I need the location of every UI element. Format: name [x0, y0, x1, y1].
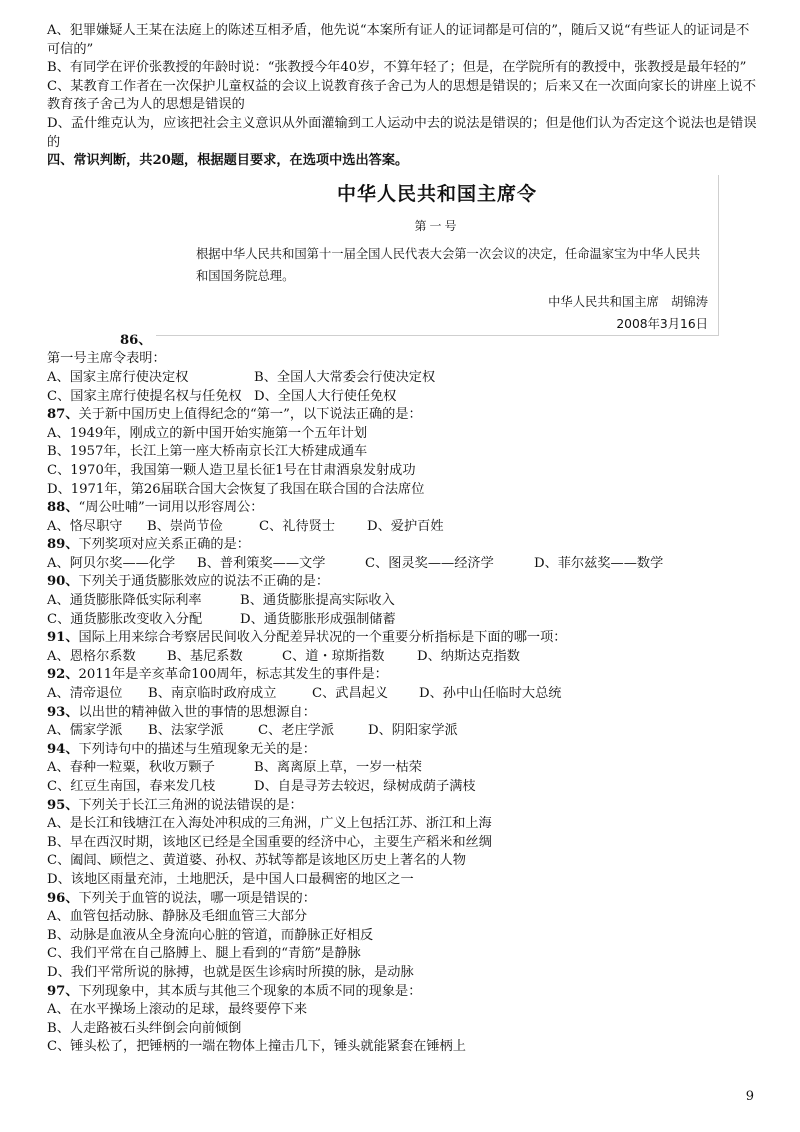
option-a: A、阿贝尔奖——化学 [47, 555, 176, 571]
option-b: B、动脉是血液从全身流向心脏的管道，而静脉正好相反 [47, 927, 374, 943]
option-a: A、血管包括动脉、静脉及毛细血管三大部分 [47, 909, 308, 925]
option-b: B、离离原上草，一岁一枯荣 [254, 760, 422, 776]
option-d: D、该地区雨量充沛，土地肥沃，是中国人口最稠密的地区之一 [47, 871, 414, 887]
question-number: 97、 [47, 983, 79, 999]
option-d: D、全国人大行使任免权 [254, 388, 397, 404]
option-b: B、崇尚节俭 [147, 518, 223, 534]
question-stem: 下列诗句中的描述与生殖现象无关的是： [78, 741, 316, 757]
option-c: C、武昌起义 [312, 686, 389, 702]
option-a: A、儒家学派 [47, 723, 123, 739]
question-number: 86、 [120, 332, 152, 348]
question-stem: 2011年是辛亥革命100周年，标志其发生的事件是： [78, 667, 388, 683]
section-heading: 四、常识判断，共20题，根据题目要求，在选项中选出答案。 [47, 153, 409, 169]
question-number: 89、 [47, 537, 79, 553]
question-stem: 关于新中国历史上值得纪念的“第一”，以下说法正确的是： [78, 407, 422, 423]
option-b: B、法家学派 [148, 723, 224, 739]
question-stem: 下列关于通货膨胀效应的说法不正确的是： [78, 574, 330, 590]
options-row [47, 592, 759, 611]
question-number: 91、 [47, 630, 79, 646]
question-stem: 下列关于血管的说法，哪一项是错误的： [78, 890, 316, 906]
option-a: A、恩格尔系数 [47, 648, 136, 664]
option-b: B、人走路被石头绊倒会向前倾倒 [47, 1020, 242, 1036]
decree-date: 2008年3月16日 [616, 316, 708, 331]
options-row [47, 722, 759, 741]
option-a: A、1949年，刚成立的新中国开始实施第一个五年计划 [47, 425, 368, 441]
options-row [47, 388, 759, 407]
option-c: C、图灵奖——经济学 [365, 555, 494, 571]
options-row [47, 778, 759, 797]
options-row [47, 555, 759, 574]
option-d: D、爱护百姓 [367, 518, 444, 534]
page-number: 9 [745, 1089, 754, 1104]
question-stem: 下列现象中，其本质与其他三个现象的本质不同的现象是： [78, 983, 422, 999]
decree-image [156, 175, 719, 336]
question-number: 92、 [47, 667, 79, 683]
question-number: 95、 [47, 797, 79, 813]
document-page [47, 22, 759, 1057]
question-number: 96、 [47, 890, 79, 906]
option-c: C、阖闾、顾恺之、黄道婆、孙权、苏轼等都是该地区历史上著名的人物 [47, 853, 466, 869]
question-stem: 第一号主席令表明： [47, 351, 166, 367]
option-c: C、通货膨胀改变收入分配 [47, 611, 203, 627]
option-c: C、锤头松了，把锤柄的一端在物体上撞击几下，锤头就能紧套在锤柄上 [47, 1039, 466, 1055]
option-b: B、通货膨胀提高实际收入 [240, 593, 395, 609]
option-b: B、普利策奖——文学 [197, 555, 326, 571]
decree-title: 中华人民共和国主席令 [336, 182, 537, 205]
question-number: 93、 [47, 704, 79, 720]
option-c: C、礼待贤士 [259, 518, 336, 534]
options-row [47, 685, 759, 704]
option-d: D、菲尔兹奖——数学 [534, 555, 664, 571]
option-c: C、1970年，我国第一颗人造卫星长征1号在甘肃酒泉发射成功 [47, 462, 416, 478]
question-stem: 国际上用来综合考察居民间收入分配差异状况的一个重要分析指标是下面的哪一项： [78, 630, 567, 646]
prev-option-d: D、孟什维克认为，应该把社会主义意识从外面灌输到工人运动中去的说法是错误的；但是他们认为否定这个说法也是错误的 [47, 115, 757, 150]
option-d: D、纳斯达克指数 [417, 648, 520, 664]
question-number: 88、 [47, 500, 79, 516]
question-number: 94、 [47, 741, 79, 757]
prev-option-c: C、某教育工作者在一次保护儿童权益的会议上说教育孩子舍己为人的思想是错误的；后来又在一次面向家长的讲座上说不教育孩子舍己为人的思想是错误的 [47, 78, 757, 113]
option-c: C、道・琼斯指数 [282, 648, 385, 664]
option-a: A、国家主席行使决定权 [47, 369, 189, 385]
option-d: D、自是寻芳去较迟，绿树成荫子满枝 [254, 779, 476, 794]
option-a: A、是长江和钱塘江在入海处冲积成的三角洲，广义上包括江苏、浙江和上海 [47, 816, 492, 832]
options-row [47, 648, 759, 667]
option-d: D、阴阳家学派 [368, 723, 458, 739]
option-a: A、恪尽职守 [47, 518, 123, 534]
decree-number: 第一号 [414, 218, 460, 233]
option-b: B、全国人大常委会行使决定权 [254, 369, 436, 385]
question-stem: 下列关于长江三角洲的说法错误的是： [78, 797, 303, 813]
option-b: B、基尼系数 [167, 648, 243, 664]
option-d: D、通货膨胀形成强制储蓄 [240, 611, 396, 627]
question-number: 90、 [47, 574, 79, 590]
option-b: B、1957年，长江上第一座大桥南京长江大桥建成通车 [47, 444, 368, 460]
options-row [47, 518, 759, 537]
option-d: D、孙中山任临时大总统 [419, 686, 562, 702]
option-c: C、老庄学派 [258, 723, 335, 739]
question-stem: 下列奖项对应关系正确的是： [78, 537, 250, 553]
decree-body: 根据中华人民共和国第十一届全国人民代表大会第一次会议的决定，任命温家宝为中华人民共和国国务院总理。 [196, 246, 701, 283]
question-number: 87、 [47, 407, 79, 423]
option-c: C、国家主席行使提名权与任免权 [47, 388, 242, 404]
option-c: C、红豆生南国，春来发几枝 [47, 779, 216, 794]
decree-signature: 中华人民共和国主席 胡锦涛 [548, 294, 708, 309]
option-d: D、1971年，第26届联合国大会恢复了我国在联合国的合法席位 [47, 481, 425, 497]
question-stem: “周公吐哺”一词用以形容周公： [78, 500, 264, 516]
option-b: B、早在西汉时期，该地区已经是全国重要的经济中心，主要生产稻米和丝绸 [47, 834, 492, 850]
option-b: B、南京临时政府成立 [148, 686, 277, 702]
option-a: A、清帝退位 [47, 686, 123, 702]
prev-option-b: B、有同学在评价张教授的年龄时说：“张教授今年40岁，不算年轻了；但是，在学院所有的教授中，张教授是最年轻的” [47, 60, 747, 76]
options-row [47, 611, 759, 630]
question-stem: 以出世的精神做入世的事情的思想源自： [78, 704, 316, 720]
options-row [47, 759, 759, 778]
option-a: A、在水平操场上滚动的足球，最终要停下来 [47, 1002, 308, 1018]
option-a: A、春种一粒粟，秋收万颗子 [47, 760, 215, 776]
option-d: D、我们平常所说的脉搏，也就是医生诊病时所摸的脉，是动脉 [47, 964, 414, 980]
option-c: C、我们平常在自己胳膊上、腿上看到的“青筋”是静脉 [47, 946, 361, 962]
options-row [47, 369, 759, 388]
option-a: A、通货膨胀降低实际利率 [47, 593, 202, 609]
prev-option-a: A、犯罪嫌疑人王某在法庭上的陈述互相矛盾，他先说“本案所有证人的证词都是可信的”，随后又说“有些证人的证词是不可信的” [47, 23, 750, 57]
